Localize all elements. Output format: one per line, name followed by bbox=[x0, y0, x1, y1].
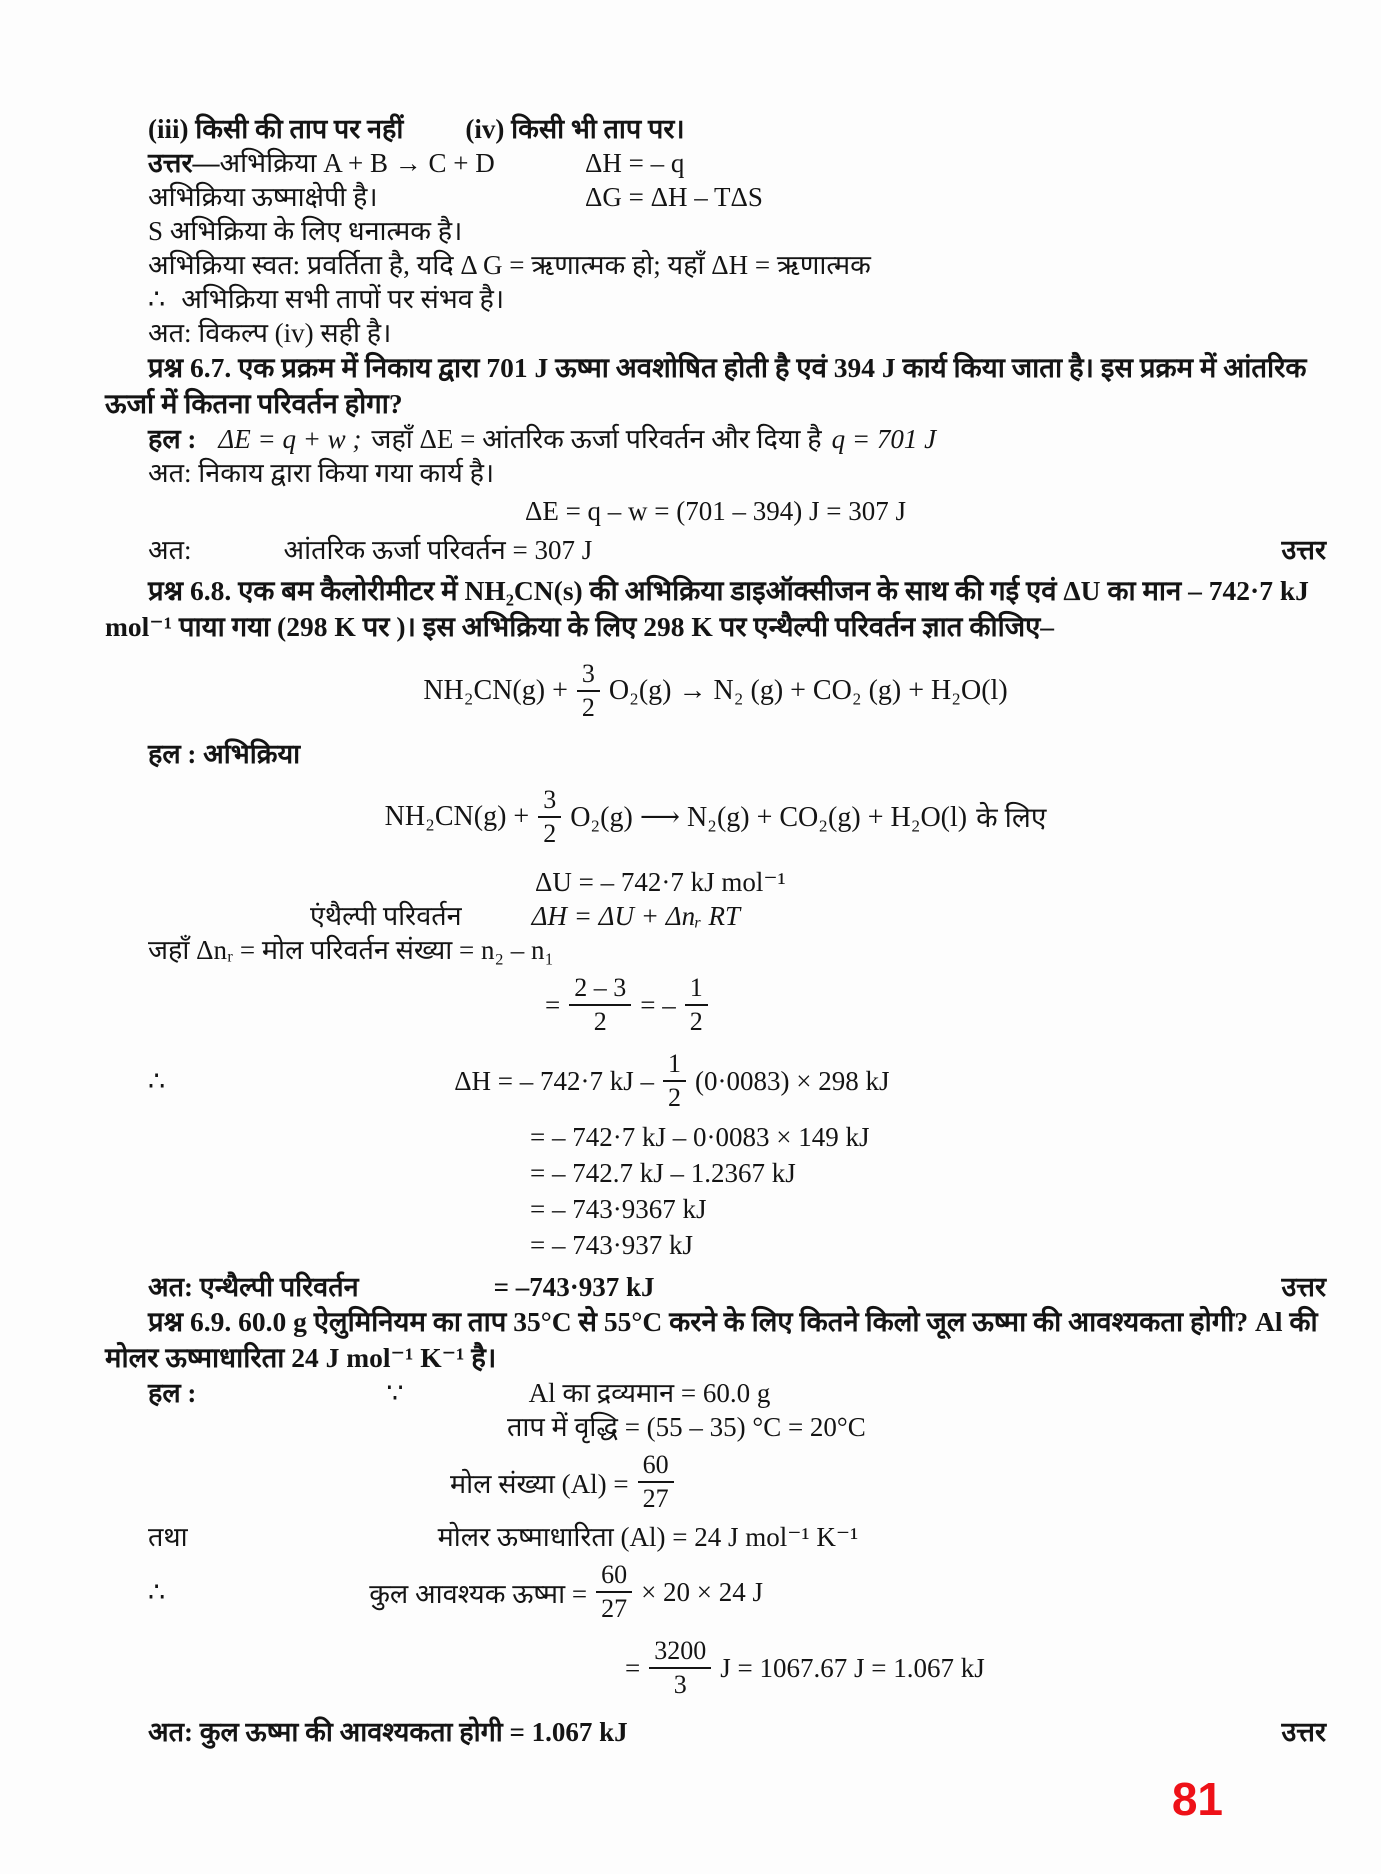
q67-sol-label: हल : bbox=[148, 424, 197, 454]
q68-eq2-left: NH₂CN(g) + bbox=[384, 801, 530, 832]
q69-heat-frac-den: 27 bbox=[601, 1594, 628, 1623]
q69-total-frac-num: 3200 bbox=[649, 1636, 711, 1669]
q68-frac-eq-fraction-2 bbox=[685, 973, 708, 1037]
q68-eq2-mid: O₂(g) ⟶ N₂(g) + CO₂(g) + H₂O(l) bbox=[570, 802, 968, 833]
all-temp-text: अभिक्रिया सभी तापों पर संभव है। bbox=[181, 284, 505, 314]
q68-frac2-den: 2 bbox=[689, 1007, 703, 1036]
q68-result-label: अत: एन्थैल्पी परिवर्तन bbox=[148, 1272, 359, 1302]
q69-mole-label: मोल संख्या (Al) = bbox=[450, 1468, 629, 1499]
eq-delta-g: ΔG = ΔH – TΔS bbox=[585, 182, 763, 212]
q68-where-line: जहाँ Δnᵣ = मोल परिवर्तन संख्या = n₂ – n₁ bbox=[148, 935, 554, 965]
q68-result-value: = –743·937 kJ bbox=[493, 1272, 655, 1302]
option-iii: (iii) किसी की ताप पर नहीं bbox=[148, 114, 404, 144]
q68-result-row bbox=[105, 1267, 1326, 1304]
q67-work-line: अत: निकाय द्वारा किया गया कार्य है। bbox=[148, 458, 495, 488]
q68-eq1-frac-num: 3 bbox=[577, 659, 600, 692]
q69-because-symbol: ∵ bbox=[386, 1378, 404, 1408]
q68-frac-eq-fraction-1 bbox=[569, 973, 631, 1037]
q69-mole-frac-den: 27 bbox=[642, 1484, 669, 1513]
q69-mole-fraction bbox=[638, 1450, 674, 1514]
q68-therefore-symbol: ∴ bbox=[148, 1065, 166, 1096]
q69-total-frac-den: 3 bbox=[673, 1670, 687, 1699]
q67-result-text: आंतरिक ऊर्जा परिवर्तन = 307 J bbox=[283, 535, 593, 565]
exothermic-row bbox=[105, 180, 1326, 214]
q69-total-lhs: = bbox=[625, 1652, 641, 1683]
q69-total-row bbox=[625, 1630, 1326, 1706]
all-temp-row bbox=[105, 282, 1326, 316]
q69-sol-label: हल : bbox=[148, 1378, 197, 1408]
q69-heat-label: कुल आवश्यक ऊष्मा = bbox=[369, 1578, 588, 1609]
q68-fraction-equation bbox=[545, 967, 1326, 1043]
q68-calc1-frac-num: 1 bbox=[663, 1049, 686, 1082]
q69-also-label: तथा bbox=[148, 1522, 188, 1552]
q69-therefore-symbol: ∴ bbox=[148, 1576, 166, 1607]
answer-reaction bbox=[148, 146, 585, 180]
q67-sol-eq: ΔE = q + w ; bbox=[218, 424, 362, 454]
q68-eq2-suffix: के लिए bbox=[976, 803, 1047, 834]
q68-display-equation-1 bbox=[105, 645, 1326, 737]
q69-result-text: अत: कुल ऊष्मा की आवश्यकता होगी = 1.067 kJ bbox=[148, 1717, 628, 1747]
q68-calc5: = – 743·937 kJ bbox=[530, 1230, 693, 1260]
q68-frac-eq-mid: = – bbox=[640, 989, 676, 1020]
q68-enthalpy-row bbox=[105, 899, 1326, 933]
q67-result-label: अत: bbox=[148, 535, 192, 565]
q68-display-equation-2 bbox=[105, 771, 1326, 863]
q68-calc2: = – 742·7 kJ – 0·0083 × 149 kJ bbox=[530, 1122, 870, 1152]
q67-result-row bbox=[105, 530, 1326, 567]
q68-frac1-den: 2 bbox=[593, 1007, 607, 1036]
q68-calc3: = – 742.7 kJ – 1.2367 kJ bbox=[530, 1158, 796, 1188]
q69-heat-row bbox=[105, 1554, 1326, 1630]
q67-solution-row bbox=[105, 422, 1326, 456]
spontaneity-text: अभिक्रिया स्वत: प्रवर्तिता है, यदि Δ G = ऋणात्मक हो; यहाँ ΔH = ऋणात्मक bbox=[148, 250, 871, 280]
answer-reaction-row bbox=[105, 146, 1326, 180]
option-iv: (iv) किसी भी ताप पर। bbox=[465, 114, 685, 144]
q68-calc1-fraction bbox=[663, 1049, 686, 1113]
q69-capacity-row bbox=[105, 1520, 1326, 1554]
q69-capacity-line: मोलर ऊष्माधारिता (Al) = 24 J mol⁻¹ K⁻¹ bbox=[437, 1522, 859, 1552]
q68-delta-u-line: ΔU = – 742·7 kJ mol⁻¹ bbox=[535, 867, 786, 897]
q67-answer-mark: उत्तर bbox=[1281, 535, 1326, 565]
page-number: 81 bbox=[1171, 1773, 1223, 1825]
q69-heat-right: × 20 × 24 J bbox=[641, 1576, 764, 1607]
answer-label: उत्तर— bbox=[148, 148, 220, 178]
q68-calc1-frac-den: 2 bbox=[668, 1083, 682, 1112]
q67-sol-mid: जहाँ ΔE = आंतरिक ऊर्जा परिवर्तन और दिया है bbox=[371, 424, 822, 454]
q68-frac1-num: 2 – 3 bbox=[569, 973, 631, 1006]
option-conclusion: अत: विकल्प (iv) सही है। bbox=[148, 318, 392, 348]
q68-eq1-fraction bbox=[577, 659, 600, 723]
q68-eq2-fraction bbox=[538, 785, 561, 849]
q68-frac2-num: 1 bbox=[685, 973, 708, 1006]
question-6-9: प्रश्न 6.9. 60.0 g ऐलुमिनियम का ताप 35°C से 55°C करने के लिए कितने किलो जूल ऊष्मा की आवश्यकता होगी? Al की मोलर ऊष्माधारिता 24 J mol⁻¹ K⁻¹ है। bbox=[105, 1306, 1318, 1373]
q69-temp-line: ताप में वृद्धि = (55 – 35) °C = 20°C bbox=[507, 1412, 866, 1442]
q68-eq1-frac-den: 2 bbox=[581, 693, 595, 722]
q68-calc1-left: ΔH = – 742·7 kJ – bbox=[454, 1065, 655, 1096]
q68-enthalpy-label: एंथैल्पी परिवर्तन bbox=[310, 901, 462, 931]
q67-sol-given: q = 701 J bbox=[831, 424, 937, 454]
q68-calc1-row bbox=[105, 1043, 1326, 1119]
question-6-7: प्रश्न 6.7. एक प्रक्रम में निकाय द्वारा 701 J ऊष्मा अवशोषित होती है एवं 394 J कार्य किया जाता है। इस प्रक्रम में आंतरिक ऊर्जा में कितना परिवर्तन होगा? bbox=[105, 352, 1307, 419]
q69-total-right: J = 1067.67 J = 1.067 kJ bbox=[720, 1652, 985, 1683]
q68-dh-equation: ΔH = ΔU + Δnᵣ RT bbox=[531, 901, 740, 931]
reaction-text: अभिक्रिया A + B → C + D bbox=[219, 148, 495, 178]
exothermic-text: अभिक्रिया ऊष्माक्षेपी है। bbox=[148, 182, 378, 212]
q68-eq1-left: NH₂CN(g) + bbox=[423, 675, 568, 706]
q68-sol-label: हल : अभिक्रिया bbox=[148, 739, 301, 769]
q69-heat-frac-num: 60 bbox=[596, 1560, 632, 1593]
q69-mole-row bbox=[450, 1444, 1326, 1520]
q69-answer-mark: उत्तर bbox=[1281, 1717, 1326, 1747]
q68-answer-mark: उत्तर bbox=[1281, 1272, 1326, 1302]
q69-heat-fraction bbox=[596, 1560, 632, 1624]
q69-total-fraction bbox=[649, 1636, 711, 1700]
q68-calc4: = – 743·9367 kJ bbox=[530, 1194, 707, 1224]
q68-calc1-right: (0·0083) × 298 kJ bbox=[695, 1065, 890, 1096]
q69-mole-frac-num: 60 bbox=[638, 1450, 674, 1483]
q68-eq1-right: O₂(g) → N₂ (g) + CO₂ (g) + H₂O(l) bbox=[608, 675, 1008, 706]
options-row bbox=[105, 112, 1326, 146]
q67-centered-equation: ΔE = q – w = (701 – 394) J = 307 J bbox=[524, 496, 907, 526]
q69-result-row bbox=[105, 1712, 1326, 1749]
q68-frac-eq-lhs: = bbox=[545, 989, 561, 1020]
q69-solution-row bbox=[105, 1376, 1326, 1410]
q68-eq2-frac-den: 2 bbox=[543, 819, 557, 848]
q68-eq2-frac-num: 3 bbox=[538, 785, 561, 818]
entropy-text: S अभिक्रिया के लिए धनात्मक है। bbox=[148, 216, 463, 246]
question-6-8: प्रश्न 6.8. एक बम कैलोरीमीटर में NH₂CN(s) की अभिक्रिया डाइऑक्सीजन के साथ की गई एवं ΔU का मान – 742·7 kJ mol⁻¹ पाया गया (298 K पर )। इस अभिक्रिया के लिए 298 K पर एन्थैल्पी परिवर्तन ज्ञात कीजिए– bbox=[105, 575, 1309, 642]
therefore-symbol: ∴ bbox=[148, 284, 166, 314]
eq-delta-h: ΔH = – q bbox=[585, 148, 685, 178]
q69-mass-line: Al का द्रव्यमान = 60.0 g bbox=[528, 1378, 771, 1408]
